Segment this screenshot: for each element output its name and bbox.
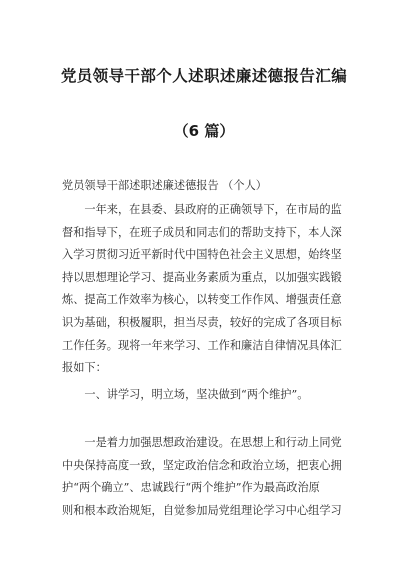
section-one-heading: 一、讲学习，明立场，坚决做到“两个维护”。 — [84, 388, 309, 401]
paragraph-line: 工作任务。现将一年来学习、工作和廉洁自律情况具体汇 — [62, 338, 342, 352]
paragraph-line: 入学习贯彻习近平新时代中国特色社会主义思想，始终坚 — [62, 248, 342, 262]
paragraph-line: 识为基础，积极履职，担当尽责，较好的完成了各项目标 — [62, 315, 342, 329]
paragraph-line: 持以思想理论学习、提高业务素质为重点，以加强实践锻 — [62, 270, 342, 284]
paragraph-line: 一年来，在县委、县政府的正确领导下，在市局的监 — [84, 203, 342, 216]
paragraph-line: 炼、提高工作效率为核心，以转变工作作风、增强责任意 — [62, 293, 342, 307]
paragraph-line: 中央保持高度一致，坚定政治信念和政治立场，把衷心拥 — [62, 458, 342, 472]
paragraph-political-building — [62, 432, 346, 522]
document-title: 党员领导干部个人述职述廉述德报告汇编 — [60, 67, 348, 85]
document-subtitle: （6 篇） — [173, 122, 235, 140]
paragraph-intro — [62, 199, 346, 380]
section-heading: 党员领导干部述职述廉述德报告 （个人） — [62, 179, 267, 192]
paragraph-line: 护“两个确立”、忠诚践行“两个维护”作为最高政治原 — [62, 481, 320, 495]
paragraph-line: 报如下： — [62, 361, 107, 375]
paragraph-line: 督和指导下，在班子成员和同志们的帮助支持下，本人深 — [62, 225, 342, 239]
paragraph-line: 则和根本政治规矩，自觉参加局党组理论学习中心组学习 — [62, 503, 342, 517]
paragraph-line: 一是着力加强思想政治建设。在思想上和行动上同党 — [84, 436, 342, 449]
